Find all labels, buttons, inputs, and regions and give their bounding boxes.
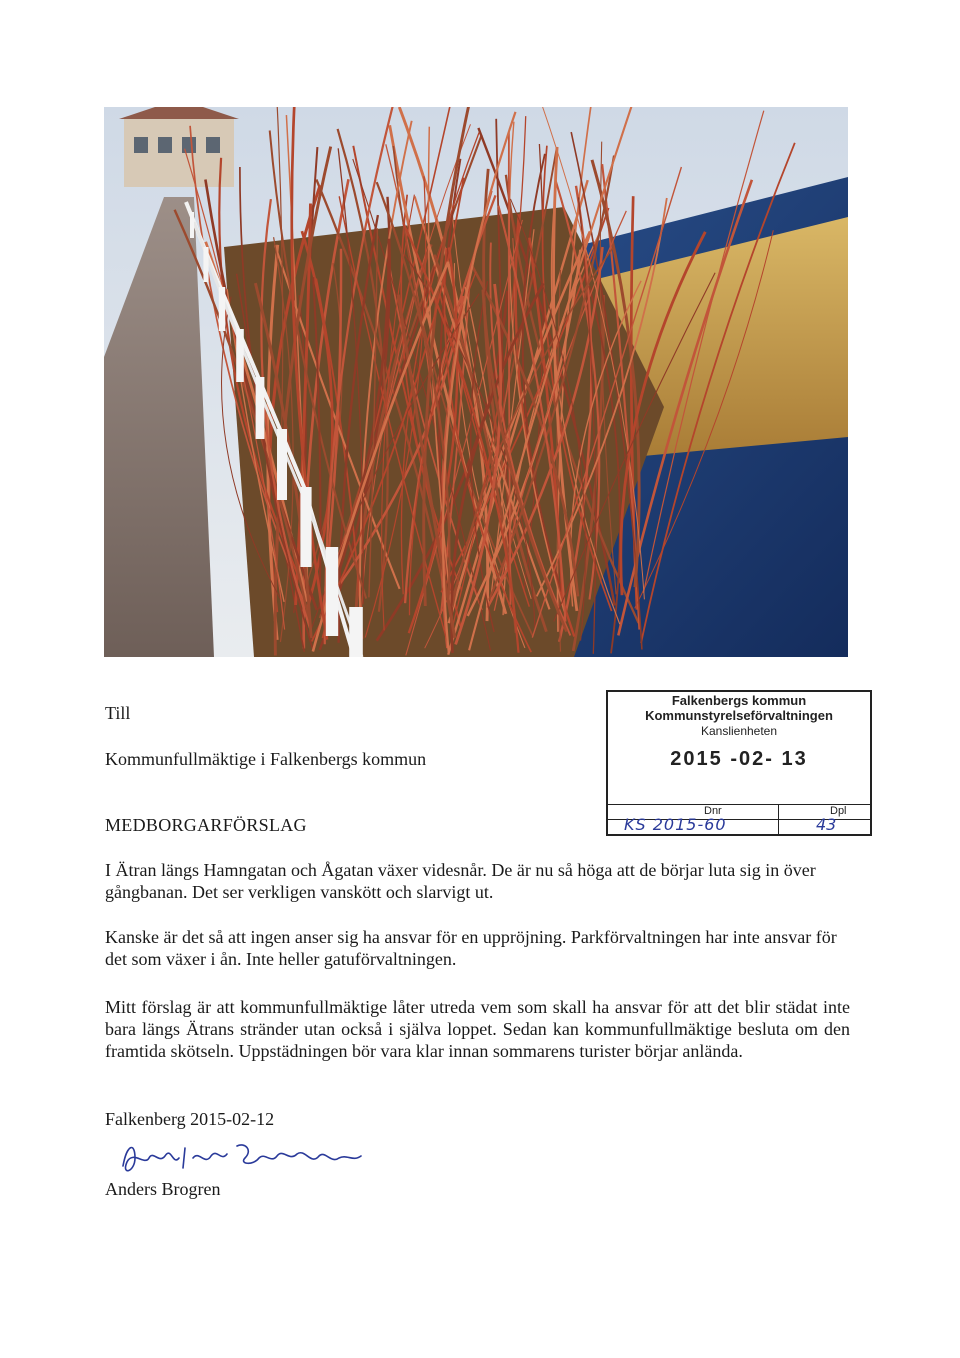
railing-post [236, 329, 244, 382]
to-label: Till [105, 703, 131, 723]
railing-post [277, 429, 287, 500]
stamp-dnr-value: KS 2015-60 [624, 815, 727, 834]
paragraph-1: I Ätran längs Hamngatan och Ågatan växer videsnår. De är nu så höga att de börjar luta sig in över gångbanan. Det ser verkligen vanskött och slarvigt ut. [105, 860, 816, 902]
railing-post [326, 547, 338, 636]
stamp-date: 2015 -02- 13 [670, 748, 808, 770]
stamp-dpl-label: Dpl [830, 805, 847, 817]
place-date: Falkenberg 2015-02-12 [105, 1109, 275, 1129]
railing-post [300, 487, 311, 567]
paragraph-2: Kanske är det så att ingen anser sig ha ansvar för en uppröjning. Parkförvaltningen har inte ansvar för det som växer i ån. Inte heller gatuförvaltningen. [105, 927, 837, 969]
signature [113, 1136, 413, 1182]
railing-post [256, 377, 265, 439]
photo-illustration [104, 107, 848, 657]
heading: MEDBORGARFÖRSLAG [105, 815, 307, 835]
stamp-dept: Kommunstyrelseförvaltningen [645, 708, 833, 723]
stamp-dnr-label: Dnr [704, 805, 722, 817]
railing-post [219, 287, 225, 331]
stamp-dpl-value: 43 [816, 815, 837, 834]
railing-post [190, 212, 194, 238]
paragraph-3: Mitt förslag är att kommunfullmäktige låter utreda vem som skall ha ansvar för att det blir städat inte bara längs Ätrans stränder utan också i själva loppet. Sedan kan kommunfullmäktige besluta om den framtida skötseln. Uppstädningen bör vara klar innan sommarens turister börjar anlända. [105, 997, 850, 1061]
railing-post [203, 247, 208, 282]
signer-name: Anders Brogren [105, 1179, 221, 1199]
recipient-line: Kommunfullmäktige i Falkenbergs kommun [105, 749, 427, 769]
received-stamp [606, 690, 872, 836]
riverside-photo [104, 107, 848, 657]
railing-post [349, 607, 363, 657]
stamp-unit: Kanslienheten [700, 724, 778, 738]
stamp-org: Falkenbergs kommun [671, 693, 807, 708]
